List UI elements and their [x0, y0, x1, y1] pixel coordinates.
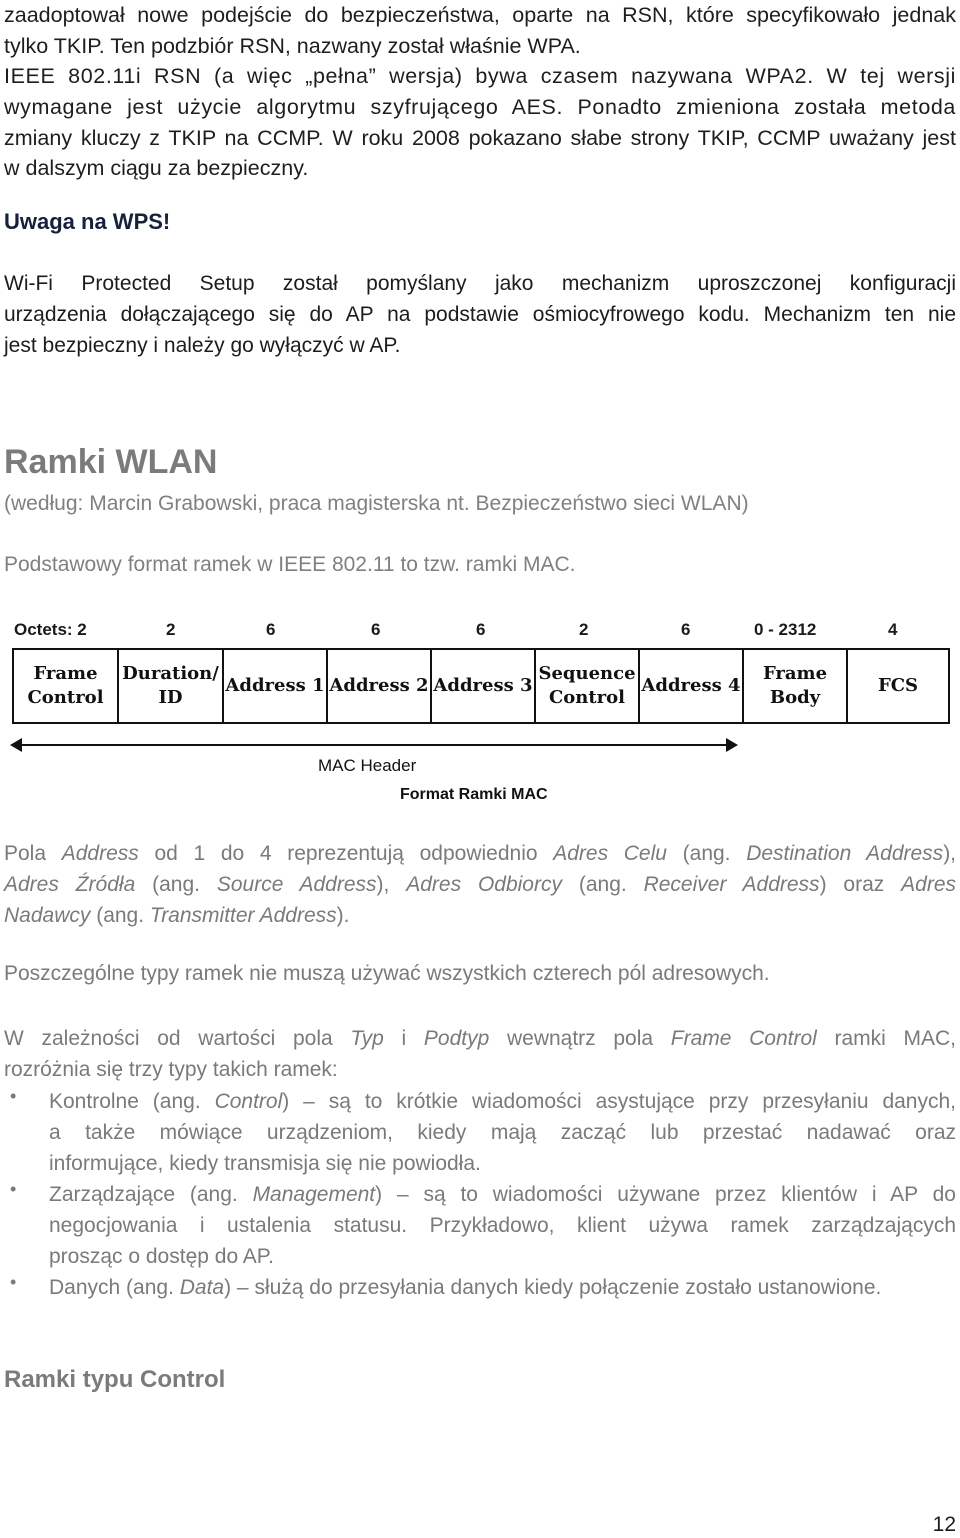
paragraph-line: Nadawcy (ang. Transmitter Address). — [4, 903, 350, 927]
list-item-line: Danych (ang. Data) – służą do przesyłania danych kiedy połączenie zostało ustanowione. — [49, 1276, 882, 1299]
wps-paragraph — [4, 269, 956, 361]
list-item — [0, 1086, 960, 1179]
list-item-line: Zarządzające (ang. Management) – są to wiadomości używane przez klientów i AP do — [49, 1183, 956, 1206]
paragraph-line: zmiany kluczy z TKIP na CCMP. W roku 2008 pokazano słabe strony TKIP, CCMP uważany jest — [4, 125, 956, 150]
paragraph-line: jest bezpieczny i należy go wyłączyć w AP. — [4, 333, 401, 357]
octet-label: 6 — [681, 620, 691, 639]
mac-header-label: MAC Header — [318, 756, 417, 775]
bullet-icon: • — [10, 1179, 17, 1199]
format-intro: Podstawowy format ramek w IEEE 802.11 to tzw. ramki MAC. — [4, 553, 576, 576]
mac-header-span-line — [16, 744, 728, 746]
paragraph-line: w dalszym ciągu za bezpieczny. — [4, 156, 309, 181]
field-address-3: Address 3 — [432, 650, 536, 722]
ramki-wlan-heading: Ramki WLAN — [4, 443, 218, 481]
paragraph-line: IEEE 802.11i RSN (a więc „pełna” wersja) bywa czasem nazywana WPA2. W tej wersji — [4, 64, 956, 89]
octet-label: 6 — [266, 620, 276, 639]
bullet-icon: • — [10, 1272, 17, 1292]
page-number: 12 — [932, 1513, 956, 1536]
field-frame-control: Frame Control — [14, 650, 119, 722]
paragraph-line: wymagane jest użycie algorytmu szyfrującego AES. Ponadto zmieniona została metoda — [4, 95, 956, 120]
field-fcs: FCS — [877, 675, 919, 696]
field-sequence-control: Sequence Control — [536, 650, 640, 722]
field-address-4: Address 4 — [640, 650, 744, 722]
octet-label: 6 — [476, 620, 486, 639]
list-item — [0, 1179, 960, 1272]
octet-label: 4 — [888, 620, 898, 639]
intro-paragraph — [4, 0, 956, 184]
frame-types-paragraph — [4, 1024, 956, 1086]
address-fields-note: Poszczególne typy ramek nie muszą używać wszystkich czterech pól adresowych. — [4, 962, 770, 985]
mac-frame-fields — [12, 648, 950, 724]
frame-types-list — [0, 1086, 960, 1303]
paragraph-line: Wi-Fi Protected Setup został pomyślany jako mechanizm uproszczonej konfiguracji — [4, 272, 956, 295]
octet-label: 0 - 2312 — [754, 620, 817, 639]
paragraph-line: urządzenia dołączającego się do AP na podstawie ośmiocyfrowego kodu. Mechanizm ten nie — [4, 302, 956, 326]
bullet-icon: • — [10, 1086, 17, 1106]
list-item-line: informujące, kiedy transmisja się nie powiodła. — [49, 1152, 481, 1175]
ramki-control-heading: Ramki typu Control — [4, 1366, 226, 1393]
octet-label: Octets: 2 — [14, 620, 87, 639]
field-duration-id: Duration/ ID — [119, 650, 224, 722]
list-item-line: Kontrolne (ang. Control) – są to krótkie wiadomości asystujące przy przesyłaniu danych, — [49, 1090, 956, 1113]
list-item — [0, 1272, 960, 1303]
diagram-caption: Format Ramki MAC — [400, 786, 548, 803]
address-paragraph — [4, 839, 956, 931]
list-item-line: prosząc o dostęp do AP. — [49, 1245, 274, 1268]
octet-label: 2 — [579, 620, 589, 639]
list-item-line: negocjowania i ustalenia statusu. Przykładowo, klient używa ramek zarządzających — [49, 1214, 956, 1237]
wps-heading: Uwaga na WPS! — [4, 209, 171, 234]
list-item-line: a także mówiące urządzeniom, kiedy mają zacząć lub przestać nadawać oraz — [49, 1121, 956, 1144]
arrow-right-icon — [726, 738, 738, 752]
paragraph-line: W zależności od wartości pola Typ i Podtyp wewnątrz pola Frame Control ramki MAC, — [4, 1027, 957, 1050]
octet-label: 6 — [371, 620, 381, 639]
paragraph-line: zaadoptował nowe podejście do bezpieczeństwa, oparte na RSN, które specyfikowało jednak — [4, 3, 956, 27]
paragraph-line: rozróżnia się trzy typy takich ramek: — [4, 1057, 338, 1081]
field-address-2: Address 2 — [328, 650, 432, 722]
paragraph-line: Adres Źródła (ang. Source Address), Adres Odbiorcy (ang. Receiver Address) oraz Adres — [4, 872, 956, 896]
paragraph-line: Pola Address od 1 do 4 reprezentują odpowiednio Adres Celu (ang. Destination Address), — [4, 842, 957, 865]
citation: (według: Marcin Grabowski, praca magisterska nt. Bezpieczeństwo sieci WLAN) — [4, 492, 749, 515]
octet-label: 2 — [166, 620, 176, 639]
mac-frame-diagram — [0, 610, 960, 810]
field-frame-body: Frame Body — [744, 650, 848, 722]
paragraph-line: tylko TKIP. Ten podzbiór RSN, nazwany został właśnie WPA. — [4, 33, 581, 58]
field-address-1: Address 1 — [224, 650, 328, 722]
